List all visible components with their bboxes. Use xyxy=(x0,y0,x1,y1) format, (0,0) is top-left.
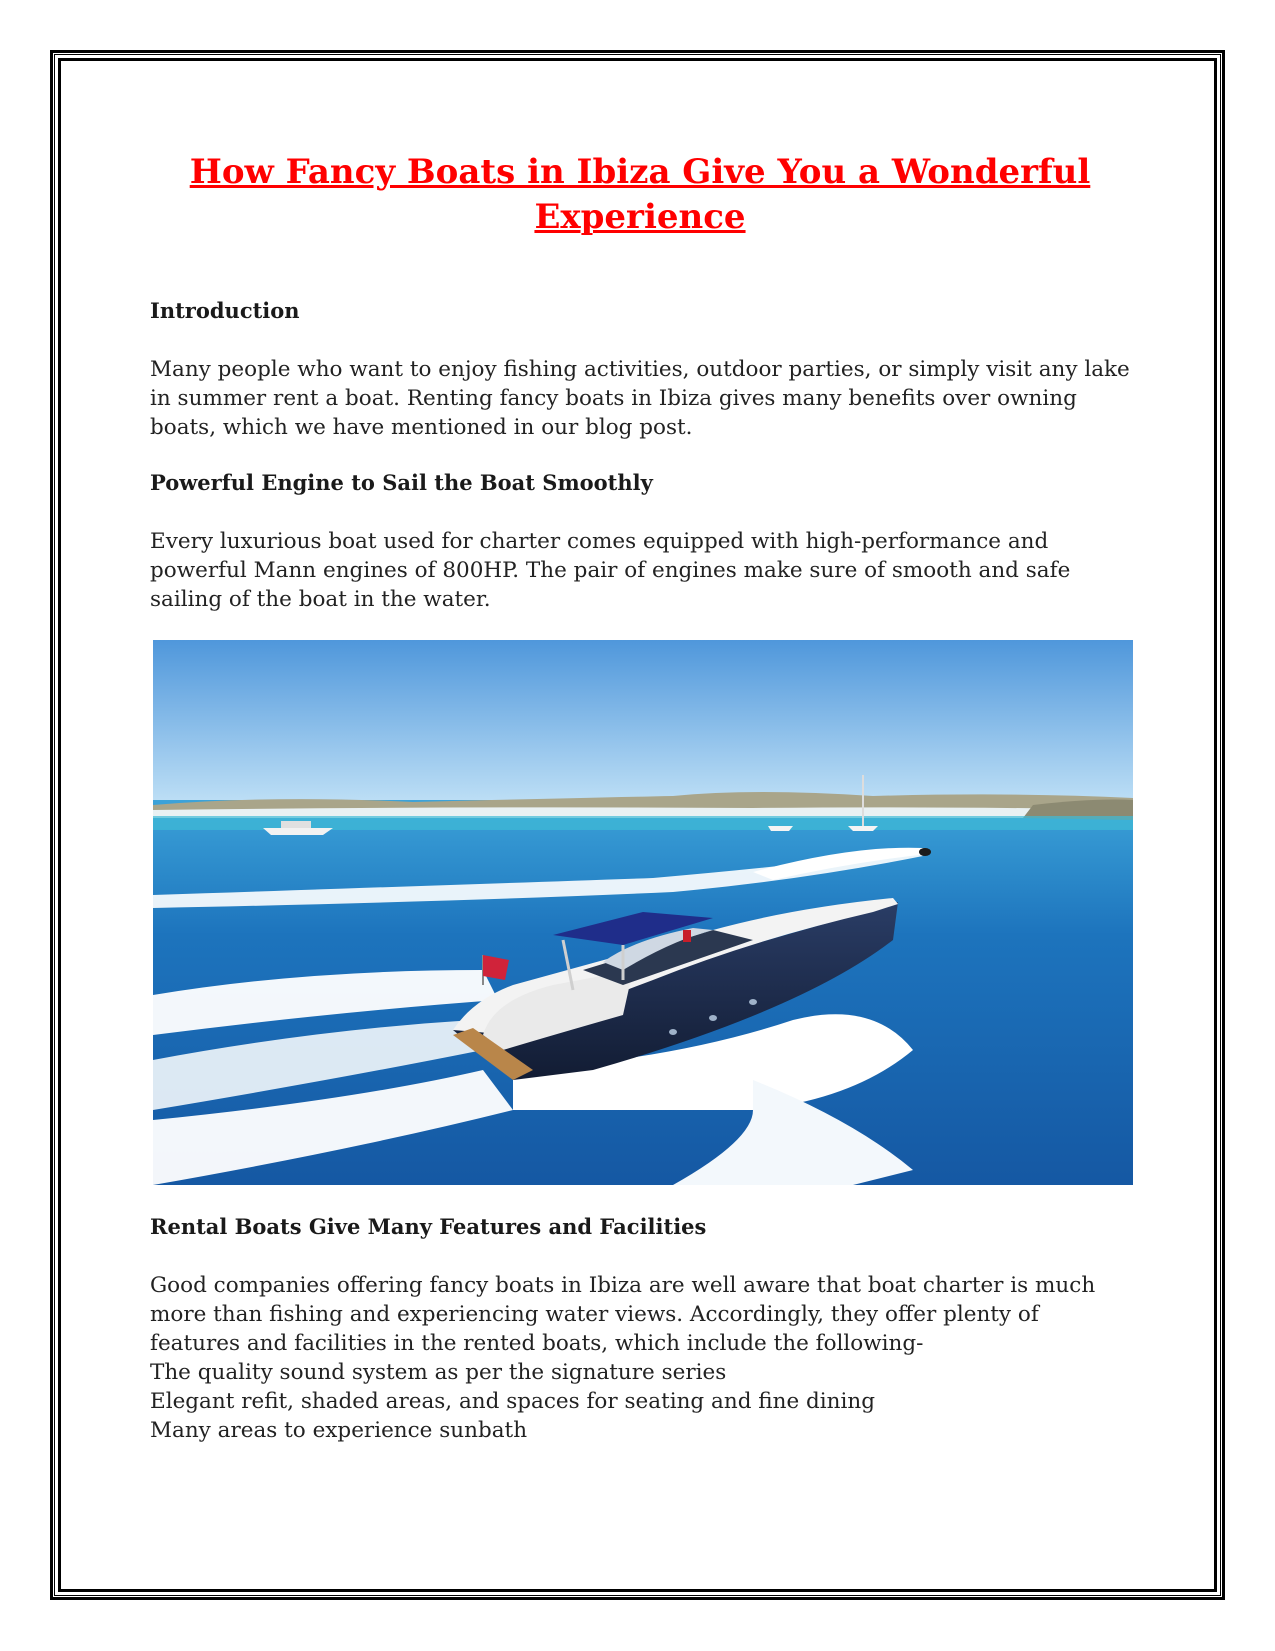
list-item: Elegant refit, shaded areas, and spaces for seating and fine dining xyxy=(150,1389,876,1414)
document-content xyxy=(150,150,1130,1445)
section-body-engine: Every luxurious boat used for charter comes equipped with high-performance and powerful Mann engines of 800HP. The pair of engines make sure of smooth and safe sailing of the boat in the water. xyxy=(150,529,1071,612)
section-heading-rental: Rental Boats Give Many Features and Facilities xyxy=(150,1214,707,1239)
speedboat-photo xyxy=(153,640,1133,1185)
section-body-introduction: Many people who want to enjoy fishing activities, outdoor parties, or simply visit any lake in summer rent a boat. Renting fancy boats in Ibiza gives many benefits over owning boats, which we have mentioned in our blog post. xyxy=(150,357,1130,440)
section-heading-introduction: Introduction xyxy=(150,298,300,323)
document-title: How Fancy Boats in Ibiza Give You a Wonderful Experience xyxy=(189,152,1091,237)
section-heading-engine: Powerful Engine to Sail the Boat Smoothly xyxy=(150,470,653,495)
list-item: The quality sound system as per the signature series xyxy=(150,1360,727,1385)
section-body-rental: Good companies offering fancy boats in Ibiza are well aware that boat charter is much more than fishing and experiencing water views. Accordingly, they offer plenty of features and facilities in the rented boats, which include the following- xyxy=(150,1273,1096,1356)
list-item: Many areas to experience sunbath xyxy=(150,1418,528,1443)
